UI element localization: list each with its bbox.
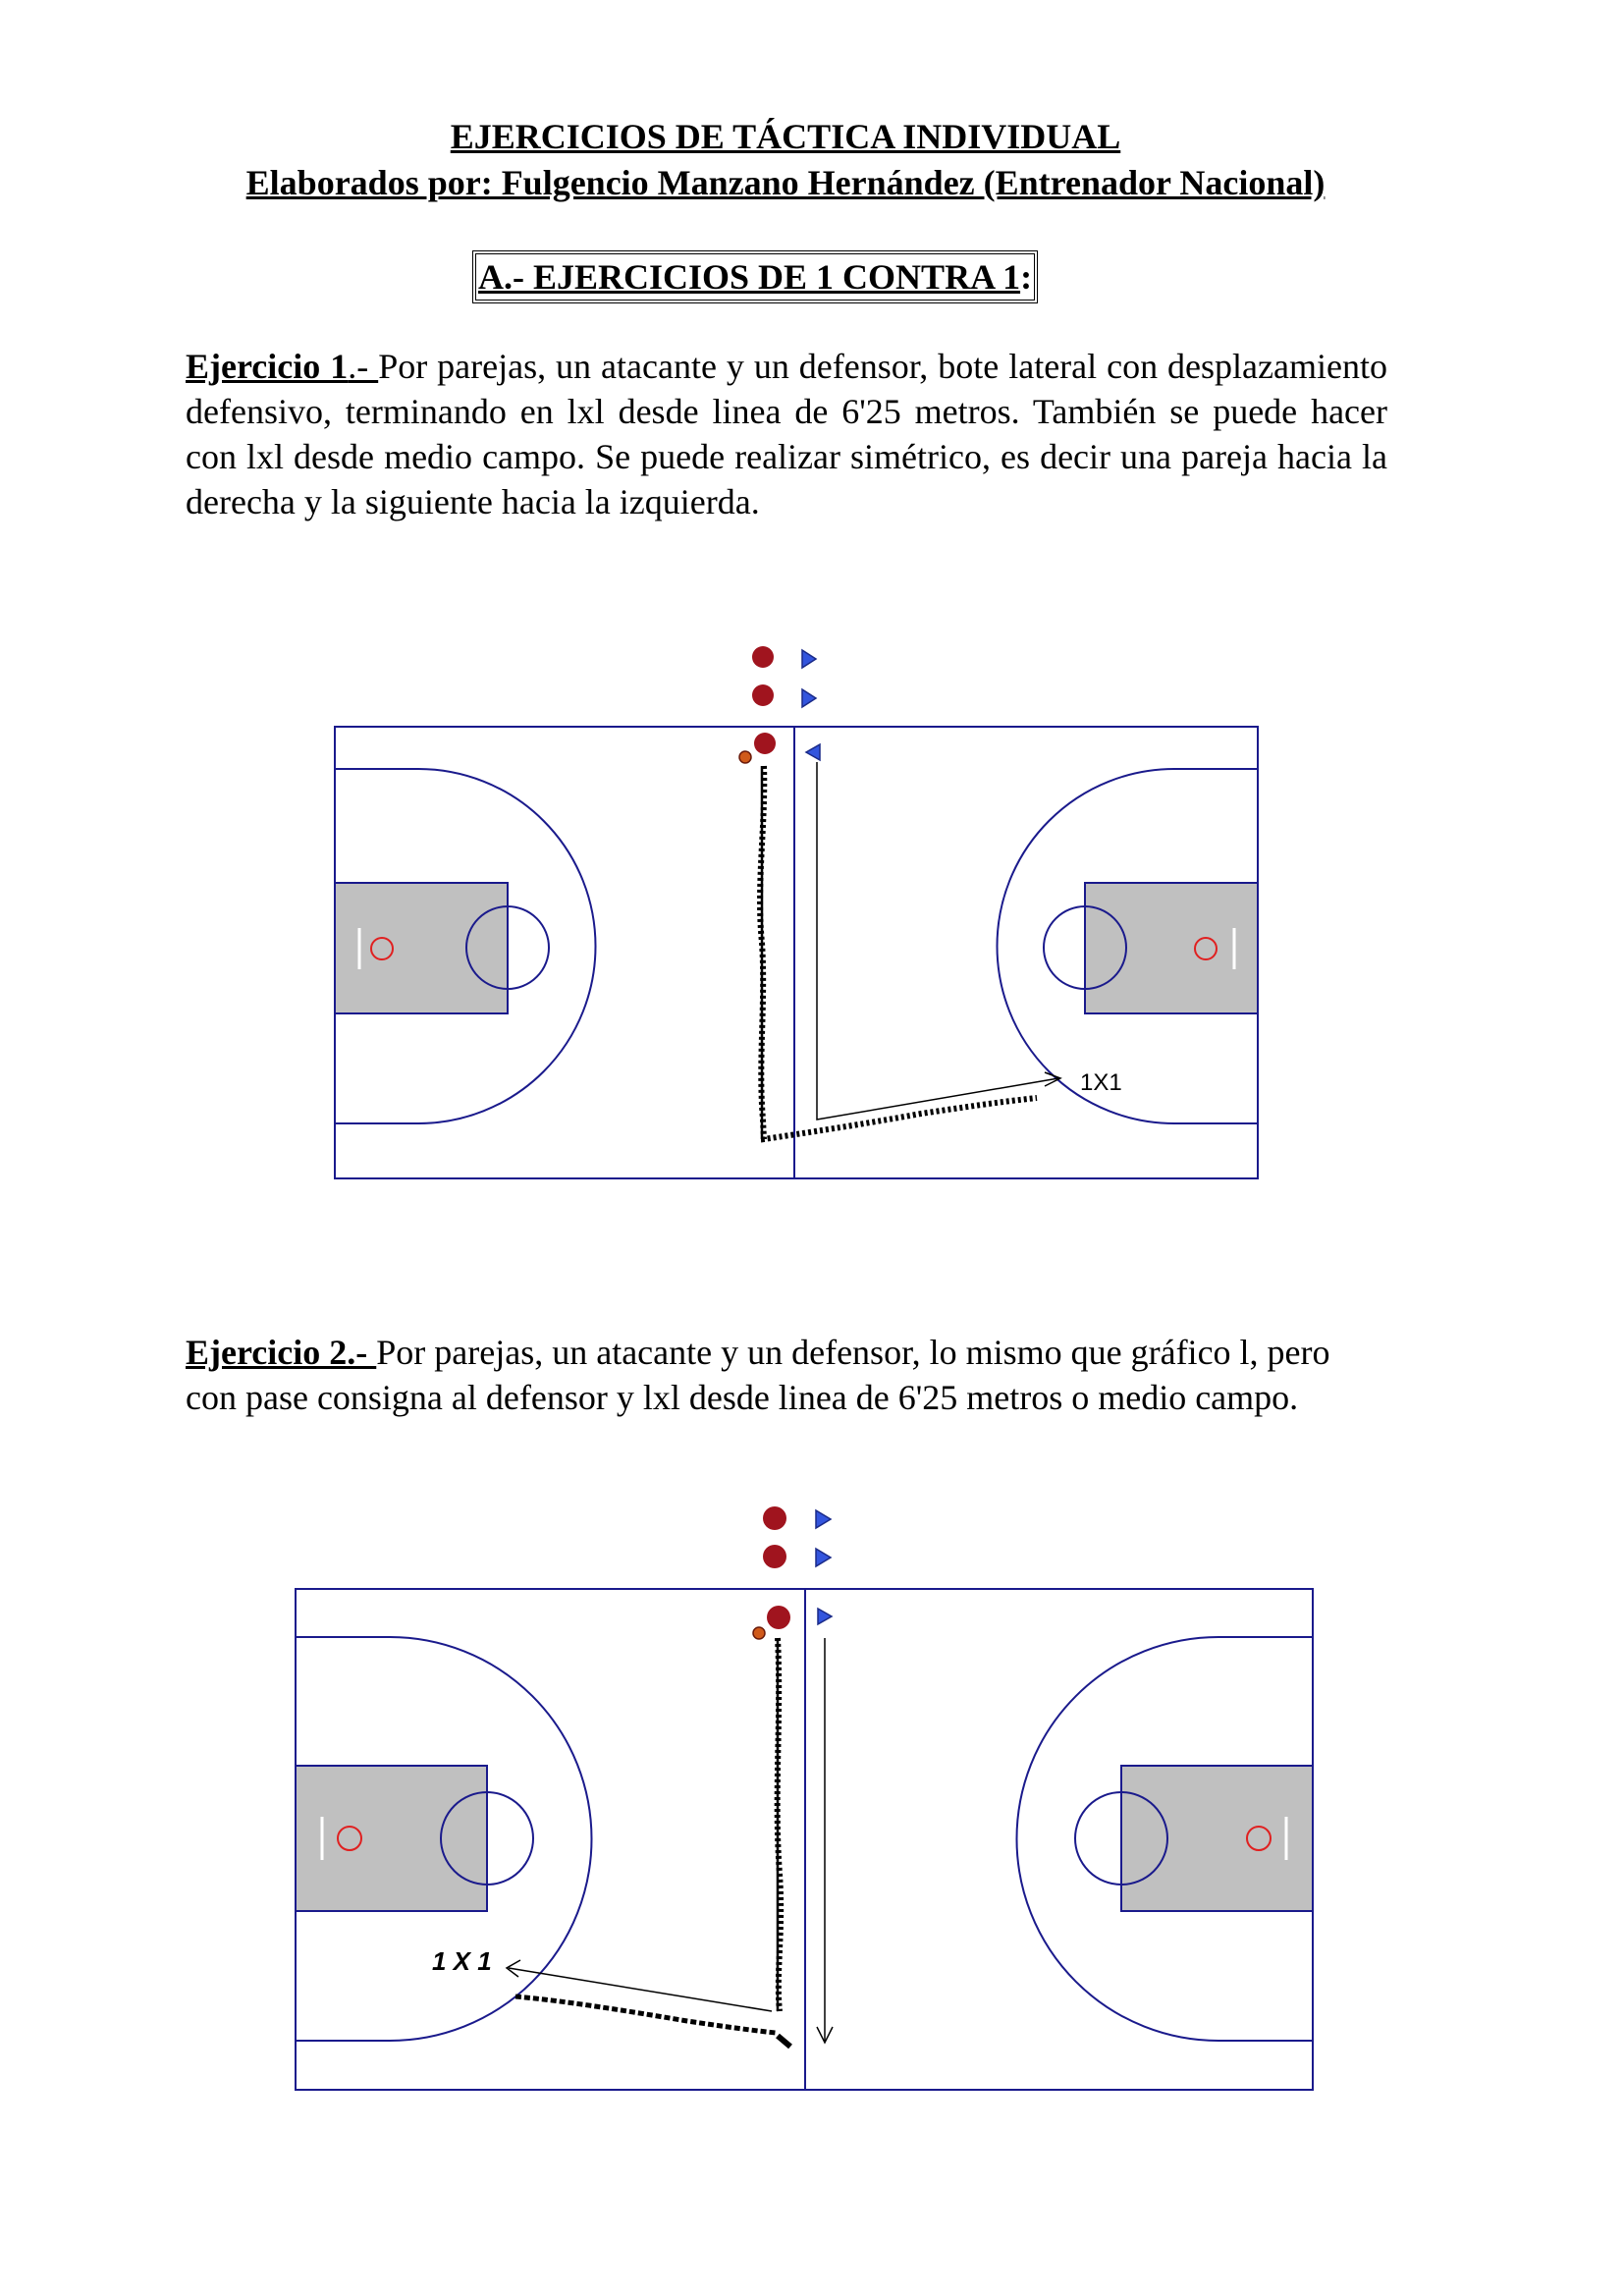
section-heading	[475, 253, 1035, 301]
attacker-player-icon	[763, 1506, 786, 1530]
defender-player-icon	[818, 1609, 832, 1624]
pass-arrow	[509, 1968, 772, 2011]
exercise-1-paragraph	[186, 344, 1387, 524]
defender-players	[802, 650, 820, 760]
exercise-1-separator: .-	[348, 347, 379, 386]
attacker-player-icon	[767, 1606, 790, 1629]
court-diagram-1	[312, 629, 1274, 1237]
page-subtitle: Elaborados por: Fulgencio Manzano Hernández (Entrenador Nacional)	[245, 163, 1326, 202]
attacker-players	[739, 646, 776, 763]
key-right	[1085, 883, 1258, 1013]
key-right	[1121, 1766, 1313, 1911]
defender-player-icon	[816, 1549, 831, 1566]
defender-player-icon	[802, 689, 816, 707]
dribble-end-mark	[778, 2036, 790, 2047]
attacker-players	[753, 1506, 790, 1639]
ball-icon	[739, 751, 751, 763]
exercise-2-paragraph	[186, 1330, 1387, 1420]
key-left	[296, 1766, 487, 1911]
attacker-player-icon	[763, 1545, 786, 1568]
defender-player-icon	[806, 744, 820, 760]
exercise-2-text: Por parejas, un atacante y un defensor, lo mismo que gráfico l, pero con pase consigna al defensor y lxl desde linea de 6'25 metros o medio campo.	[186, 1333, 1330, 1417]
defender-players	[816, 1510, 832, 1624]
court-diagram-2	[275, 1501, 1335, 2109]
attacker-player-icon	[752, 646, 774, 668]
ball-icon	[753, 1627, 765, 1639]
exercise-2-label: Ejercicio 2.-	[186, 1333, 377, 1372]
exercise-1-label: Ejercicio 1	[186, 347, 349, 386]
page-title: EJERCICIOS DE TÁCTICA INDIVIDUAL	[450, 117, 1121, 156]
section-heading-text: A.- EJERCICIOS DE 1 CONTRA 1	[478, 257, 1021, 297]
defender-player-icon	[816, 1510, 831, 1528]
defender-player-icon	[802, 650, 816, 668]
diagram-1-label: 1X1	[1080, 1069, 1122, 1096]
defense-path	[817, 762, 1058, 1120]
attacker-player-icon	[752, 684, 774, 706]
exercise-1-text: Por parejas, un atacante y un defensor, bote lateral con desplazamiento defensivo, terminando en lxl desde linea de 6'25 metros. También se puede hacer con lxl desde medio campo. Se puede realizar simétrico, es decir una pareja hacia la derecha y la siguiente hacia la izquierda.	[186, 347, 1387, 521]
attacker-player-icon	[754, 733, 776, 754]
section-heading-colon: :	[1020, 257, 1033, 297]
diagram-2-label: 1 X 1	[432, 1946, 492, 1976]
dribble-path	[760, 766, 1037, 1139]
pass-return-path	[515, 1996, 776, 2033]
